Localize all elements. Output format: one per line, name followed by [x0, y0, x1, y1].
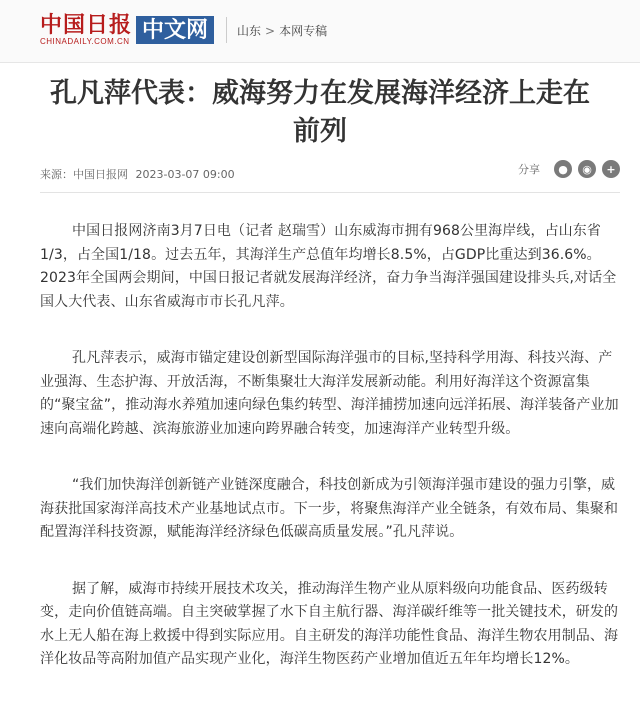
meta-divider	[40, 192, 620, 193]
logo-mark[interactable]	[40, 14, 132, 46]
breadcrumb-arrow-icon: >	[265, 23, 276, 38]
article-paragraph: “我们加快海洋创新链产业链深度融合，科技创新成为引领海洋强市建设的强力引擎，威海获批国家海洋高技术产业基地试点市。下一步，将聚焦海洋产业全链条，有效布局、集聚和配置海洋科技资源，赋能海洋经济绿色低碳高质量发展。”孔凡萍说。	[40, 477, 619, 540]
article-date: 2023-03-07 09:00	[135, 168, 235, 181]
article-paragraph: 孔凡萍表示，威海市锚定建设创新型国际海洋强市的目标,坚持科学用海、科技兴海、产业强海、生态护海、开放活海，不断集聚壮大海洋发展新动能。利用好海洋这个资源富集的“聚宝盆”，推动海水养殖加速向绿色集约转型、海洋捕捞加速向远洋拓展、海洋装备产业加速向高端化跨越、滨海旅游业加速向跨界融合转变，加速海洋产业转型升级。	[40, 350, 619, 437]
article-source: 来源：中国日报网	[40, 168, 128, 181]
article-paragraph: 据了解，威海市持续开展技术攻关，推动海洋生物产业从原料级向功能食品、医药级转变，走向价值链高端。自主突破掌握了水下自主航行器、海洋碳纤维等一批关键技术，研发的水上无人船在海上救援中得到实际应用。自主研发的海洋功能性食品、海洋生物农用制品、海洋化妆品等高附加值产品实现产业化，海洋生物医药产业增加值近五年年均增长12%。	[40, 580, 619, 667]
article-body	[40, 220, 620, 705]
wechat-icon[interactable]: ●	[554, 160, 572, 178]
logo-channel[interactable]: 中文网	[136, 16, 214, 44]
weibo-icon[interactable]: ◉	[578, 160, 596, 178]
logo-cn-text: 中国日报	[40, 12, 133, 38]
article-paragraph: 中国日报网济南3月7日电（记者 赵瑞雪）山东威海市拥有968公里海岸线，占山东省1/3，占全国1/18。过去五年，其海洋生产总值年均增长8.5%，占GDP比重达到36.6%。2023年全国两会期间，中国日报记者就发展海洋经济，奋力争当海洋强国建设排头兵,对话全国人大代表、山东省威海市市长孔凡萍。	[40, 223, 617, 310]
breadcrumb-item-shandong[interactable]: 山东	[237, 23, 262, 38]
logo-en-text: CHINADAILY.COM.CN	[40, 37, 130, 46]
article-meta	[40, 166, 235, 182]
breadcrumb-item-exclusive[interactable]: 本网专稿	[279, 23, 328, 38]
site-logo-area[interactable]	[40, 14, 327, 46]
site-header	[0, 0, 640, 63]
breadcrumb	[237, 22, 327, 39]
share-bar	[518, 160, 620, 178]
share-label: 分享	[518, 163, 540, 176]
plus-icon[interactable]: +	[602, 160, 620, 178]
article-title: 孔凡萍代表：威海努力在发展海洋经济上走在前列	[50, 78, 590, 147]
header-separator	[226, 17, 227, 43]
